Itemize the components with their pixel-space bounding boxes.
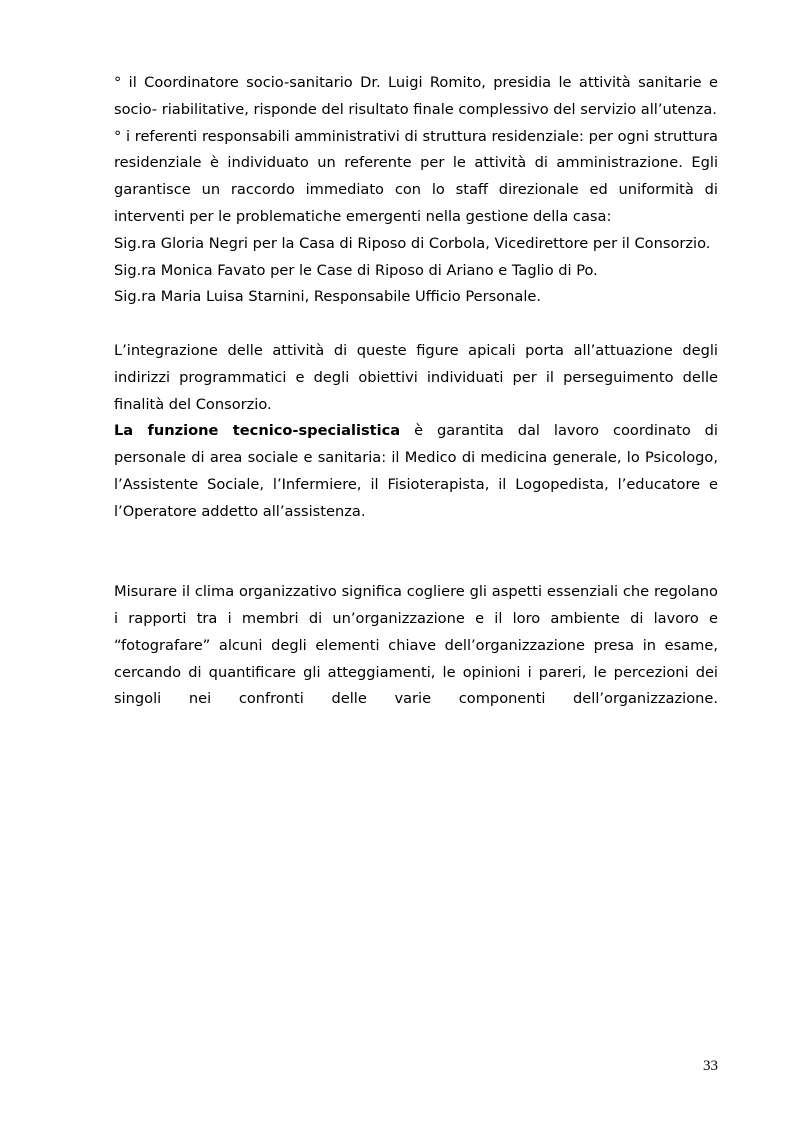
spacer <box>114 526 718 580</box>
paragraph-integrazione: L’integrazione delle attività di queste figure apicali porta all’attuazione degli indirizzi programmatici e degli obiettivi individuati per il perseguimento delle finalità del Consorzio. <box>114 341 718 413</box>
paragraph-gloria-negri: Sig.ra Gloria Negri per la Casa di Riposo di Corbola, Vicedirettore per il Consorzio. <box>114 234 711 252</box>
paragraph-clima-organizzativo: Misurare il clima organizzativo significa cogliere gli aspetti essenziali che regolano i rapporti tra i membri di un’organizzazione e il loro ambiente di lavoro e “fotografare” alcuni degli elementi chiave dell’organizzazione presa in esame, cercando di quantificare gli atteggiamenti, le opinioni i pareri, le percezioni dei singoli nei confronti delle varie componenti dell’organizzazione. <box>114 583 718 708</box>
document-body <box>114 70 718 713</box>
page-number: 33 <box>703 1058 718 1074</box>
paragraph-referenti: ° i referenti responsabili amministrativi di struttura residenziale: per ogni struttura residenziale è individuato un referente per le attività di amministrazione. Egli garantisce un raccordo immediato con lo staff direzionale ed uniformità di interventi per le problematiche emergenti nella gestione della casa: <box>114 127 718 225</box>
paragraph-coordinatore: ° il Coordinatore socio-sanitario Dr. Luigi Romito, presidia le attività sanitarie e socio- riabilitative, risponde del risultato finale complessivo del servizio all’utenza. <box>114 74 718 118</box>
spacer <box>114 311 718 338</box>
bold-heading-funzione: La funzione tecnico-specialistica <box>114 422 401 440</box>
paragraph-monica-favato: Sig.ra Monica Favato per le Case di Riposo di Ariano e Taglio di Po. <box>114 261 598 279</box>
paragraph-maria-luisa-starnini: Sig.ra Maria Luisa Starnini, Responsabile Ufficio Personale. <box>114 288 542 306</box>
paragraph-funzione-tecnico <box>114 418 718 525</box>
funzione-text: è garantita dal lavoro coordinato di personale di area sociale e sanitaria: il Medico di medicina generale, lo Psicologo, l’Assistente Sociale, l’Infermiere, il Fisioterapista, il Logopedista, l’educatore e l’Operatore addetto all’assistenza. <box>114 422 718 520</box>
